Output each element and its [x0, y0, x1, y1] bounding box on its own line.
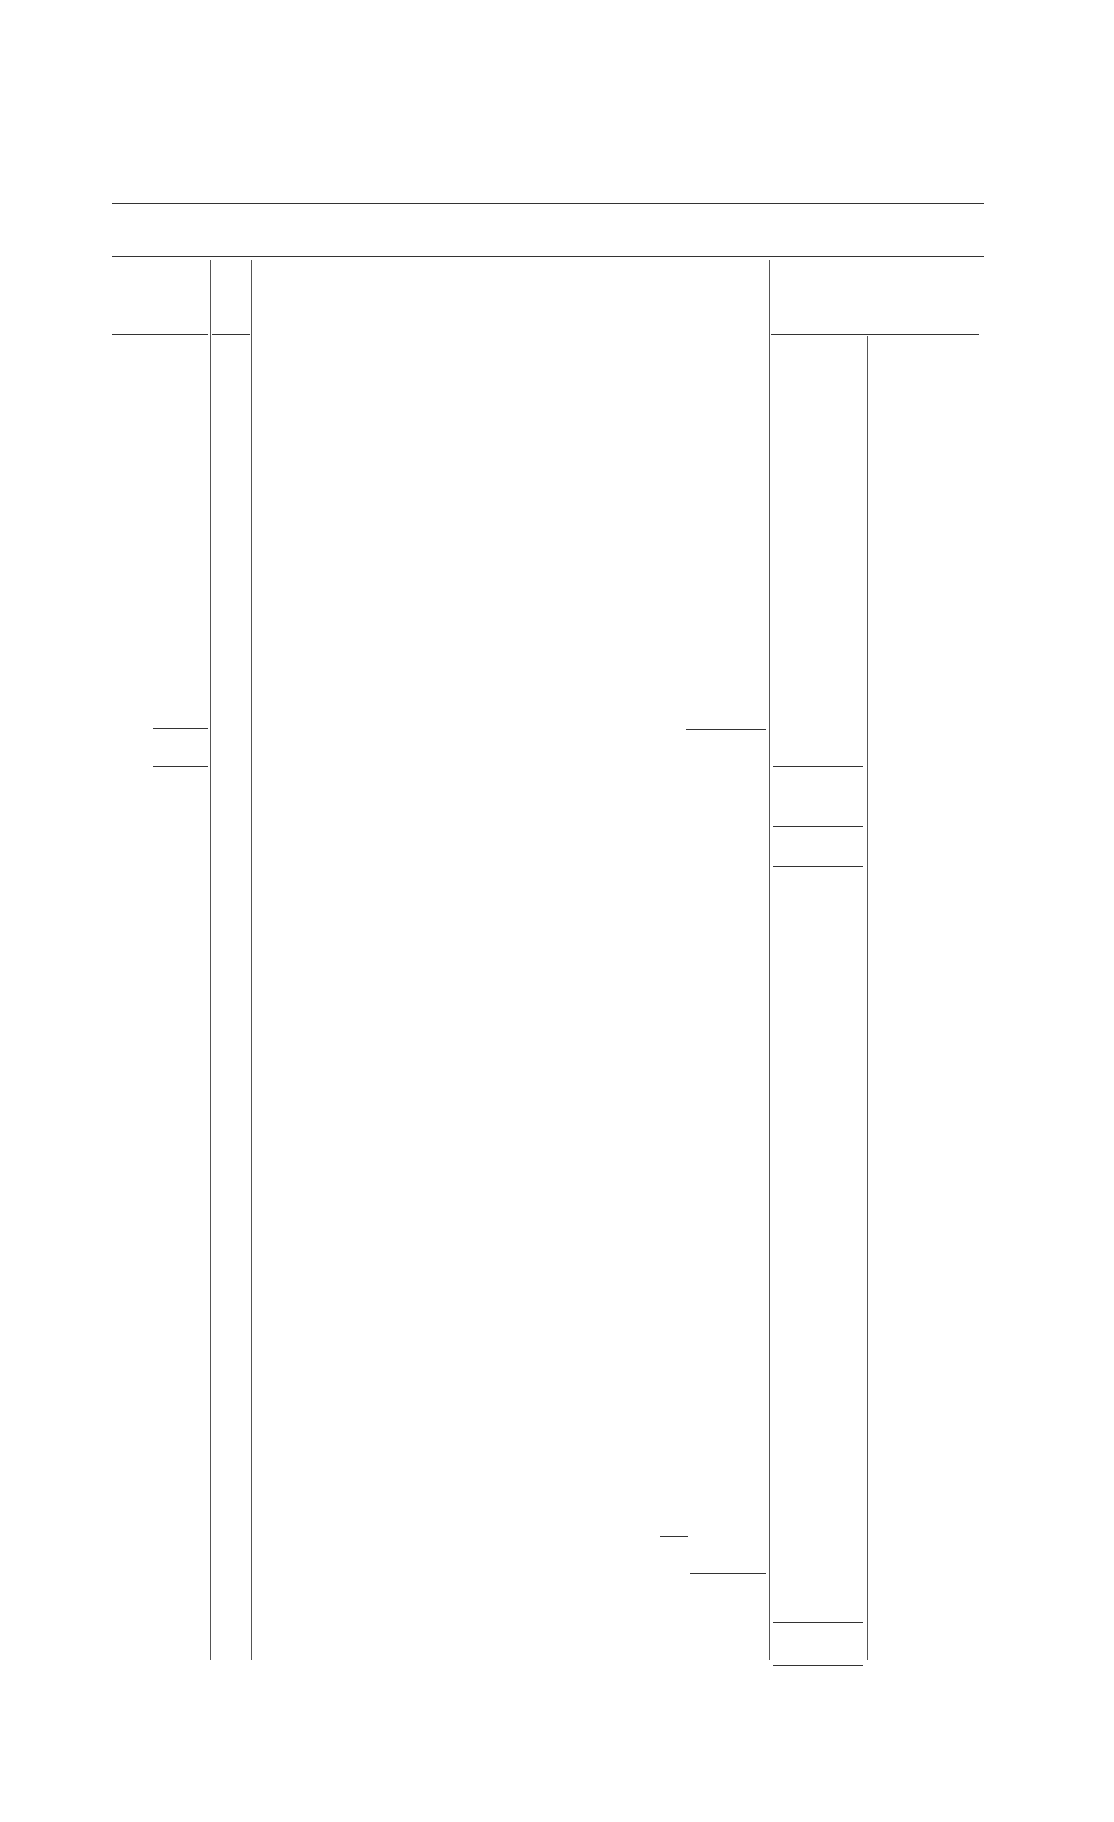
other-charges-total-rule: [773, 1622, 863, 1623]
header-rule: [112, 256, 984, 257]
persons-total-rule: [153, 766, 208, 767]
column-divider-amounts: [867, 336, 868, 1660]
column-divider-details: [769, 260, 770, 1660]
salary-subtotal-rule: [686, 729, 766, 730]
item-header-rule: [212, 334, 250, 335]
net-salary-rule: [773, 826, 863, 827]
persons-header-rule: [112, 334, 208, 335]
persons-count-rule: [153, 728, 208, 729]
title-rule: [112, 203, 984, 204]
year-header-rule: [771, 334, 979, 335]
column-divider-item: [251, 260, 252, 1660]
grand-total-rule: [773, 1665, 863, 1666]
net-salary-bottom-rule: [773, 866, 863, 867]
work-subtotal-dash: [660, 1536, 688, 1537]
salary-total-rule: [773, 766, 863, 767]
column-divider-persons: [210, 260, 211, 1660]
credits-total-rule: [690, 1573, 766, 1574]
